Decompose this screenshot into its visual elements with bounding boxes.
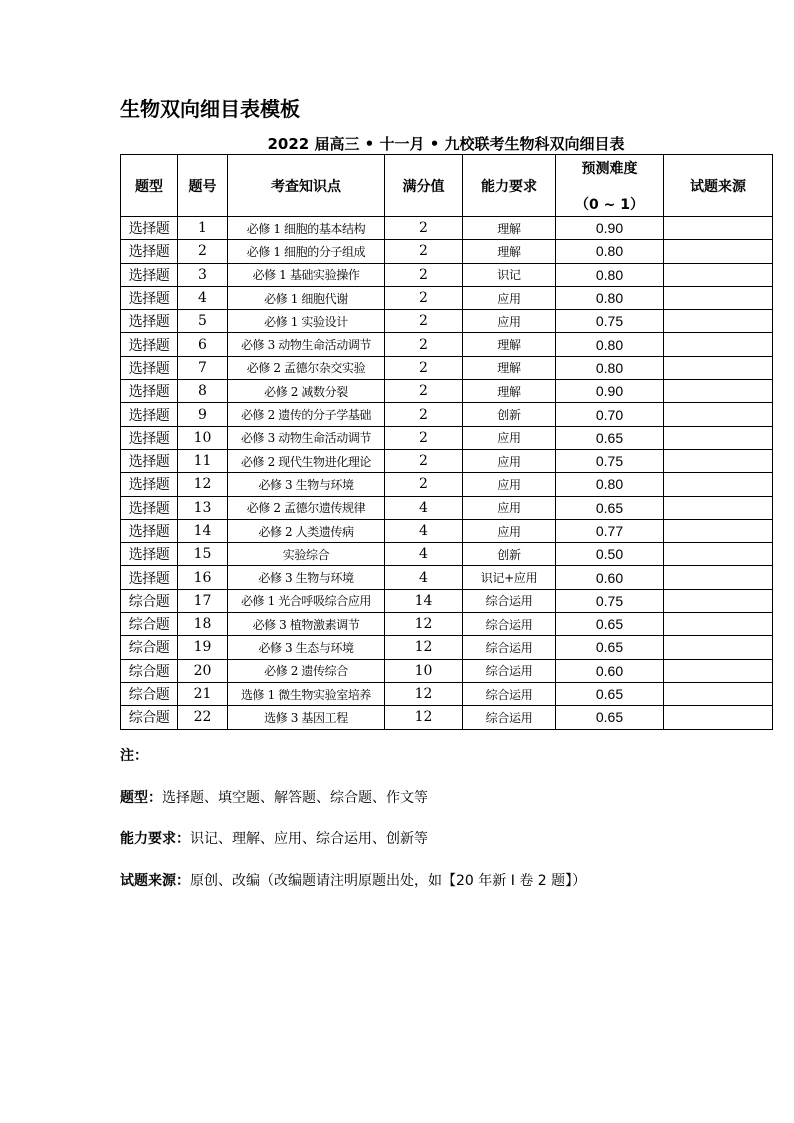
cell-score: 14: [385, 589, 463, 612]
cell-number: 4: [178, 286, 228, 309]
cell-difficulty: 0.65: [556, 426, 664, 449]
table-row: [121, 426, 773, 449]
cell-source: [664, 636, 773, 659]
cell-topic: 必修 1 基础实验操作: [228, 263, 385, 286]
cell-difficulty: 0.65: [556, 682, 664, 705]
cell-source: [664, 217, 773, 240]
cell-difficulty: 0.80: [556, 286, 664, 309]
cell-type: 选择题: [121, 403, 178, 426]
table-row: [121, 356, 773, 379]
note-question-types: [120, 787, 428, 807]
cell-number: 16: [178, 566, 228, 589]
cell-score: 2: [385, 473, 463, 496]
cell-ability: 综合运用: [463, 682, 556, 705]
cell-ability: 应用: [463, 473, 556, 496]
cell-source: [664, 286, 773, 309]
header-type: 题型: [121, 155, 178, 217]
cell-type: 选择题: [121, 449, 178, 472]
cell-source: [664, 519, 773, 542]
cell-ability: 综合运用: [463, 589, 556, 612]
cell-difficulty: 0.65: [556, 496, 664, 519]
cell-number: 9: [178, 403, 228, 426]
table-row: [121, 496, 773, 519]
cell-difficulty: 0.90: [556, 380, 664, 403]
cell-difficulty: 0.60: [556, 566, 664, 589]
cell-score: 2: [385, 380, 463, 403]
cell-topic: 必修 2 人类遗传病: [228, 519, 385, 542]
cell-topic: 必修 3 生态与环境: [228, 636, 385, 659]
cell-source: [664, 706, 773, 729]
cell-topic: 必修 3 植物激素调节: [228, 613, 385, 636]
cell-source: [664, 566, 773, 589]
cell-source: [664, 613, 773, 636]
table-caption: 2022 届高三 • 十一月 • 九校联考生物科双向细目表: [267, 135, 625, 153]
cell-score: 2: [385, 263, 463, 286]
cell-number: 14: [178, 519, 228, 542]
table-row: [121, 380, 773, 403]
cell-source: [664, 403, 773, 426]
cell-number: 13: [178, 496, 228, 519]
cell-ability: 应用: [463, 449, 556, 472]
cell-ability: 综合运用: [463, 636, 556, 659]
cell-type: 选择题: [121, 286, 178, 309]
table-row: [121, 286, 773, 309]
cell-number: 8: [178, 380, 228, 403]
cell-number: 22: [178, 706, 228, 729]
cell-source: [664, 310, 773, 333]
cell-source: [664, 449, 773, 472]
document-title: 生物双向细目表模板: [120, 97, 300, 121]
cell-number: 19: [178, 636, 228, 659]
cell-topic: 选修 3 基因工程: [228, 706, 385, 729]
cell-type: 选择题: [121, 310, 178, 333]
cell-difficulty: 0.80: [556, 263, 664, 286]
cell-topic: 必修 2 遗传的分子学基础: [228, 403, 385, 426]
table-row: [121, 613, 773, 636]
table-row: [121, 543, 773, 566]
cell-ability: 应用: [463, 426, 556, 449]
header-number: 题号: [178, 155, 228, 217]
table-row: [121, 566, 773, 589]
cell-ability: 综合运用: [463, 706, 556, 729]
cell-type: 选择题: [121, 473, 178, 496]
cell-ability: 理解: [463, 217, 556, 240]
table-row: [121, 659, 773, 682]
cell-type: 选择题: [121, 217, 178, 240]
cell-topic: 必修 2 孟德尔遗传规律: [228, 496, 385, 519]
cell-topic: 必修 3 生物与环境: [228, 566, 385, 589]
cell-number: 18: [178, 613, 228, 636]
note-ability-label: 能力要求：: [120, 831, 190, 847]
cell-ability: 应用: [463, 286, 556, 309]
header-difficulty-range: （0 ~ 1）: [575, 196, 644, 213]
cell-topic: 必修 2 遗传综合: [228, 659, 385, 682]
cell-source: [664, 496, 773, 519]
cell-source: [664, 263, 773, 286]
table-row: [121, 263, 773, 286]
cell-ability: 应用: [463, 310, 556, 333]
cell-source: [664, 589, 773, 612]
cell-difficulty: 0.65: [556, 636, 664, 659]
cell-type: 选择题: [121, 519, 178, 542]
note-source-text: 原创、改编（改编题请注明原题出处，如【20 年新 I 卷 2 题】）: [190, 873, 587, 889]
cell-number: 20: [178, 659, 228, 682]
cell-topic: 必修 2 减数分裂: [228, 380, 385, 403]
cell-topic: 必修 1 细胞代谢: [228, 286, 385, 309]
cell-score: 4: [385, 519, 463, 542]
cell-difficulty: 0.75: [556, 449, 664, 472]
cell-number: 21: [178, 682, 228, 705]
cell-topic: 必修 1 细胞的分子组成: [228, 240, 385, 263]
note-ability-text: 识记、理解、应用、综合运用、创新等: [190, 831, 428, 847]
cell-difficulty: 0.75: [556, 589, 664, 612]
cell-topic: 必修 2 现代生物进化理论: [228, 449, 385, 472]
note-ability-requirements: [120, 828, 428, 848]
cell-number: 3: [178, 263, 228, 286]
cell-source: [664, 543, 773, 566]
note-source-label: 试题来源：: [120, 873, 190, 889]
cell-ability: 识记+应用: [463, 566, 556, 589]
cell-difficulty: 0.50: [556, 543, 664, 566]
table-row: [121, 589, 773, 612]
cell-topic: 必修 1 实验设计: [228, 310, 385, 333]
cell-number: 12: [178, 473, 228, 496]
cell-score: 2: [385, 356, 463, 379]
cell-ability: 理解: [463, 333, 556, 356]
table-row: [121, 217, 773, 240]
cell-source: [664, 659, 773, 682]
cell-score: 2: [385, 286, 463, 309]
cell-difficulty: 0.65: [556, 706, 664, 729]
cell-score: 12: [385, 706, 463, 729]
table-row: [121, 240, 773, 263]
cell-topic: 实验综合: [228, 543, 385, 566]
cell-score: 4: [385, 543, 463, 566]
cell-ability: 应用: [463, 496, 556, 519]
cell-score: 2: [385, 217, 463, 240]
cell-number: 11: [178, 449, 228, 472]
note-type-label: 题型：: [120, 790, 162, 806]
table-header-row: [121, 155, 773, 217]
cell-ability: 综合运用: [463, 659, 556, 682]
cell-source: [664, 240, 773, 263]
cell-difficulty: 0.90: [556, 217, 664, 240]
cell-type: 选择题: [121, 426, 178, 449]
cell-number: 5: [178, 310, 228, 333]
cell-type: 综合题: [121, 636, 178, 659]
cell-number: 15: [178, 543, 228, 566]
cell-difficulty: 0.77: [556, 519, 664, 542]
cell-score: 2: [385, 240, 463, 263]
cell-ability: 理解: [463, 380, 556, 403]
note-question-source: [120, 870, 586, 890]
cell-type: 选择题: [121, 333, 178, 356]
table-row: [121, 449, 773, 472]
cell-topic: 必修 2 孟德尔杂交实验: [228, 356, 385, 379]
header-score: 满分值: [385, 155, 463, 217]
cell-ability: 创新: [463, 403, 556, 426]
cell-difficulty: 0.80: [556, 240, 664, 263]
cell-score: 2: [385, 403, 463, 426]
cell-number: 6: [178, 333, 228, 356]
cell-topic: 必修 3 生物与环境: [228, 473, 385, 496]
cell-source: [664, 473, 773, 496]
cell-ability: 识记: [463, 263, 556, 286]
cell-type: 选择题: [121, 496, 178, 519]
header-difficulty-label: 预测难度: [581, 160, 638, 177]
cell-difficulty: 0.80: [556, 333, 664, 356]
cell-topic: 必修 3 动物生命活动调节: [228, 426, 385, 449]
cell-type: 选择题: [121, 263, 178, 286]
cell-type: 综合题: [121, 613, 178, 636]
cell-topic: 必修 1 细胞的基本结构: [228, 217, 385, 240]
cell-number: 17: [178, 589, 228, 612]
table-row: [121, 636, 773, 659]
table-row: [121, 706, 773, 729]
cell-score: 2: [385, 333, 463, 356]
cell-score: 2: [385, 310, 463, 333]
table-row: [121, 310, 773, 333]
cell-difficulty: 0.60: [556, 659, 664, 682]
cell-type: 选择题: [121, 380, 178, 403]
table-row: [121, 519, 773, 542]
cell-difficulty: 0.65: [556, 613, 664, 636]
cell-difficulty: 0.80: [556, 356, 664, 379]
cell-type: 综合题: [121, 659, 178, 682]
cell-source: [664, 356, 773, 379]
header-source: 试题来源: [664, 155, 773, 217]
table-row: [121, 473, 773, 496]
cell-difficulty: 0.75: [556, 310, 664, 333]
cell-number: 10: [178, 426, 228, 449]
cell-type: 选择题: [121, 240, 178, 263]
cell-score: 10: [385, 659, 463, 682]
cell-topic: 必修 3 动物生命活动调节: [228, 333, 385, 356]
cell-ability: 应用: [463, 519, 556, 542]
cell-number: 7: [178, 356, 228, 379]
table-row: [121, 403, 773, 426]
cell-score: 12: [385, 682, 463, 705]
cell-source: [664, 380, 773, 403]
header-ability: 能力要求: [463, 155, 556, 217]
cell-type: 综合题: [121, 682, 178, 705]
cell-ability: 综合运用: [463, 613, 556, 636]
cell-difficulty: 0.70: [556, 403, 664, 426]
cell-type: 选择题: [121, 543, 178, 566]
table-row: [121, 333, 773, 356]
cell-type: 选择题: [121, 566, 178, 589]
cell-score: 4: [385, 566, 463, 589]
cell-source: [664, 426, 773, 449]
notes-heading: 注：: [120, 748, 148, 764]
cell-score: 2: [385, 426, 463, 449]
cell-source: [664, 333, 773, 356]
spec-table: [120, 154, 773, 730]
note-type-text: 选择题、填空题、解答题、综合题、作文等: [162, 790, 428, 806]
cell-topic: 选修 1 微生物实验室培养: [228, 682, 385, 705]
cell-number: 1: [178, 217, 228, 240]
cell-ability: 理解: [463, 240, 556, 263]
cell-score: 12: [385, 636, 463, 659]
header-difficulty: [556, 155, 664, 217]
cell-ability: 创新: [463, 543, 556, 566]
cell-type: 综合题: [121, 589, 178, 612]
cell-score: 12: [385, 613, 463, 636]
cell-type: 选择题: [121, 356, 178, 379]
table-row: [121, 682, 773, 705]
cell-difficulty: 0.80: [556, 473, 664, 496]
cell-topic: 必修 1 光合呼吸综合应用: [228, 589, 385, 612]
table-body: [121, 217, 773, 730]
cell-score: 2: [385, 449, 463, 472]
cell-number: 2: [178, 240, 228, 263]
cell-type: 综合题: [121, 706, 178, 729]
cell-source: [664, 682, 773, 705]
cell-ability: 理解: [463, 356, 556, 379]
cell-score: 4: [385, 496, 463, 519]
header-topic: 考查知识点: [228, 155, 385, 217]
